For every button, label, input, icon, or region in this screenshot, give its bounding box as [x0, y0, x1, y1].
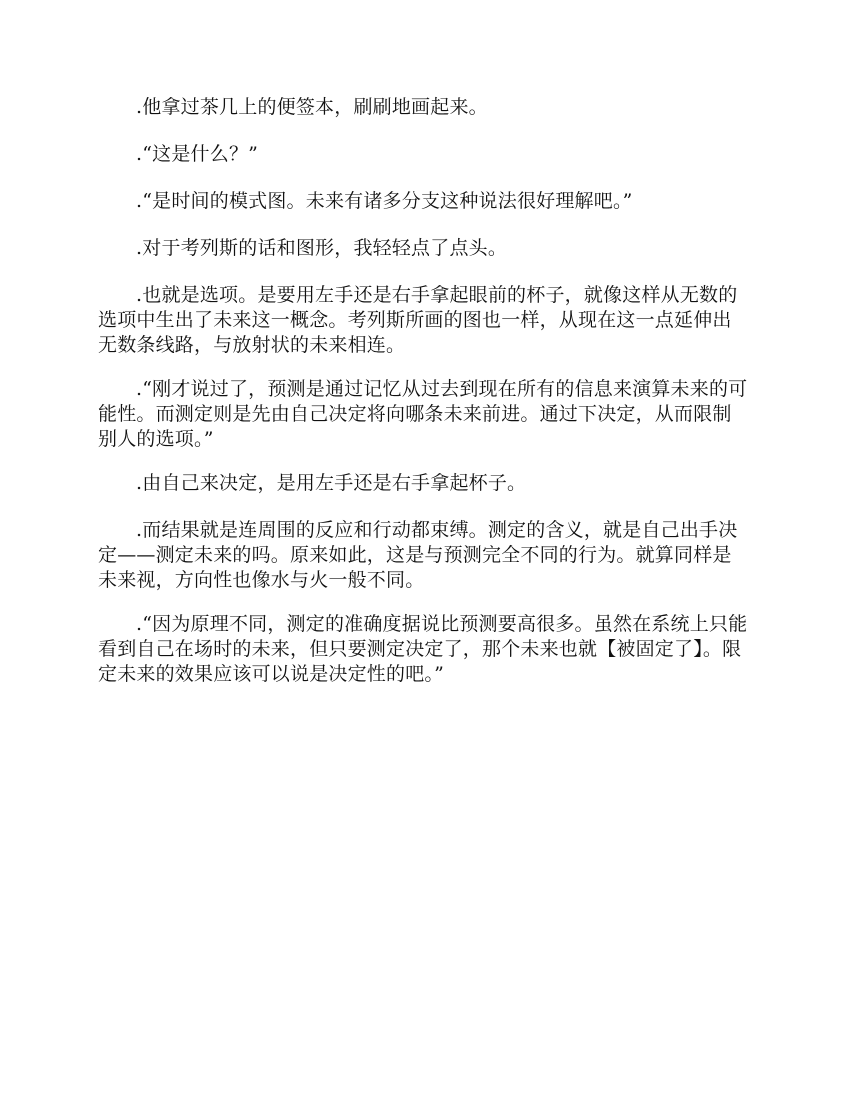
paragraph-9: .“因为原理不同，测定的准确度据说比预测要高很多。虽然在系统上只能看到自己在场时的未来，但只要测定决定了，那个未来也就【被固定了】。限定未来的效果应该可以说是决定性的吧。” — [98, 613, 748, 685]
paragraph-2: .“这是什么？” — [136, 143, 259, 165]
paragraph-5: .也就是选项。是要用左手还是右手拿起眼前的杯子，就像这样从无数的选项中生出了未来这一概念。考列斯所画的图也一样，从现在这一点延伸出无数条线路，与放射状的未来相连。 — [98, 284, 738, 356]
paragraph-3: .“是时间的模式图。未来有诸多分支这种说法很好理解吧。” — [136, 190, 633, 212]
paragraph-8: .而结果就是连周围的反应和行动都束缚。测定的含义，就是自己出手决定——测定未来的吗。原来如此，这是与预测完全不同的行为。就算同样是未来视，方向性也像水与火一般不同。 — [98, 519, 738, 591]
paragraph-6: .“刚才说过了，预测是通过记忆从过去到现在所有的信息来演算未来的可能性。而测定则是先由自己决定将向哪条未来前进。通过下决定，从而限制别人的选项。” — [98, 378, 748, 450]
paragraph-1: .他拿过茶几上的便签本，刷刷地画起来。 — [136, 96, 488, 118]
paragraph-4: .对于考列斯的话和图形，我轻轻点了点头。 — [136, 237, 508, 259]
paragraph-7: .由自己来决定，是用左手还是右手拿起杯子。 — [136, 472, 527, 494]
text-body — [98, 95, 748, 706]
